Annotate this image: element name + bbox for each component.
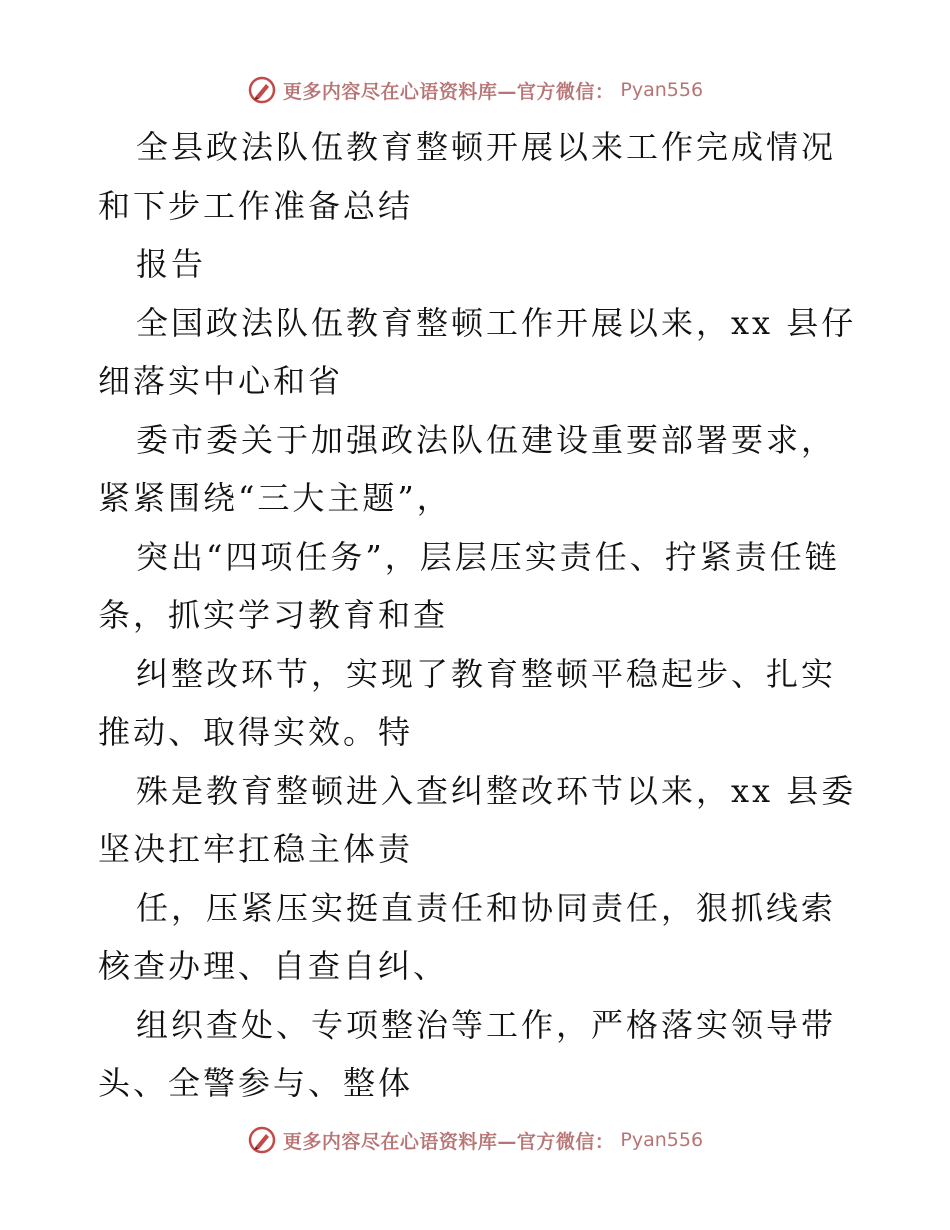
- paragraph: 任，压紧压实挺直责任和协同责任，狠抓线索核查办理、自查自纠、: [98, 888, 837, 985]
- watermark-text: 更多内容尽在心语资料库—官方微信：: [282, 80, 615, 103]
- paragraph: 纠整改环节，实现了教育整顿平稳起步、扎实推动、取得实效。特: [98, 654, 837, 751]
- document-body: [98, 118, 858, 1113]
- watermark-contact: Pyan556: [620, 1129, 704, 1151]
- paragraph: 突出“四项任务”，层层压实责任、拧紧责任链条，抓实学习教育和查: [98, 537, 840, 634]
- paragraph: 委市委关于加强政法队伍建设重要部署要求，紧紧围绕“三大主题”，: [98, 420, 837, 517]
- paragraph-title-suffix: 报告: [136, 245, 207, 283]
- watermark-text: 更多内容尽在心语资料库—官方微信：: [282, 1130, 615, 1153]
- paragraph-title: 全县政法队伍教育整顿开展以来工作完成情况和下步工作准备总结: [98, 128, 837, 225]
- header-watermark: [0, 70, 950, 110]
- paragraph: 殊是教育整顿进入查纠整改环节以来，xx 县委坚决扛牢扛稳主体责: [98, 771, 857, 868]
- pen-logo-icon: [247, 75, 277, 105]
- paragraph: 组织查处、专项整治等工作，严格落实领导带头、全警参与、整体: [98, 1005, 837, 1102]
- paragraph: 全国政法队伍教育整顿工作开展以来，xx 县仔细落实中心和省: [98, 303, 857, 400]
- watermark-contact: Pyan556: [620, 79, 704, 101]
- pen-logo-icon: [247, 1125, 277, 1155]
- footer-watermark: [0, 1120, 950, 1160]
